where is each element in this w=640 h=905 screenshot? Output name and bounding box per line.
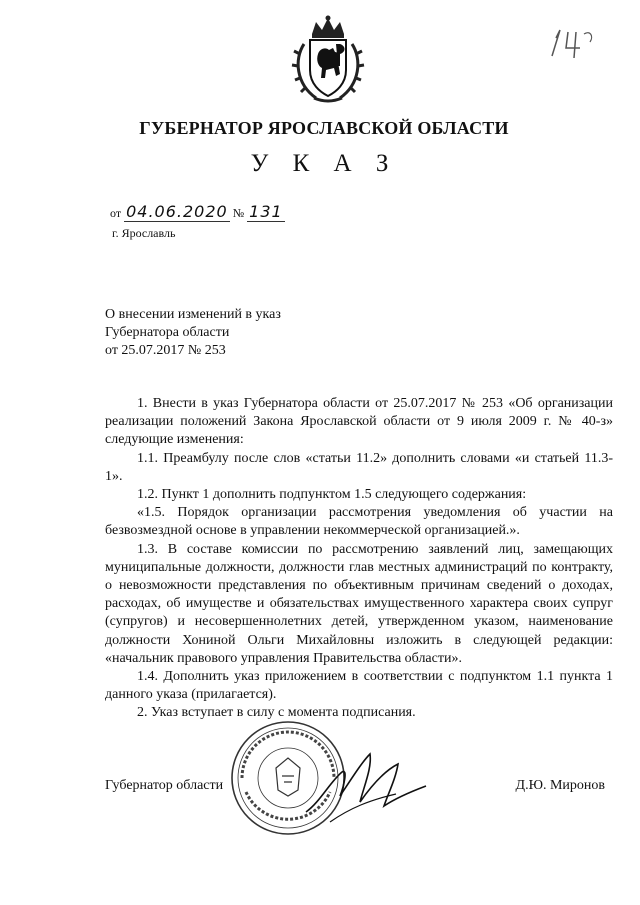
number-prefix: № [232,206,245,220]
body-paragraph: 2. Указ вступает в силу с момента подписания. [137,705,416,721]
subject-line: О внесении изменений в указ [105,307,281,322]
coat-of-arms-emblem [290,14,366,106]
body-paragraph: 1.4. Дополнить указ приложением в соответствии с подпунктом 1.1 пункта 1 данного указа (прилагается). [105,669,613,703]
document-type-title: У К А З [250,150,398,177]
body-paragraph: «1.5. Порядок организации рассмотрения уведомления об участии на безвозмездной основе в управлении некоммерческой организацией.». [105,505,613,539]
city: г. Ярославль [112,226,176,240]
subject-line: от 25.07.2017 № 253 [105,343,226,358]
issuer-title: ГУБЕРНАТОР ЯРОСЛАВСКОЙ ОБЛАСТИ [139,118,509,138]
decree-body [105,395,613,723]
signatory-title: Губернатор области [105,778,224,793]
body-paragraph: 1.3. В составе комиссии по рассмотрению заявлений лиц, замещающих муниципальные должности, должности глав местных администраций по контракту, о невозможности представления по объективным причинам сведений о доходах, расходах, об имуществе и обязательствах имущественного характера своих супруг (супругов) и несовершеннолетних детей, утвержденном указом, наименование должности Хониной Ольги Михайловны изложить в следующей редакции: «начальник правового управления Правительства области». [105,541,613,666]
body-paragraph: 1.1. Преамбулу после слов «статьи 11.2» дополнить словами «и статьей 11.3-1». [105,450,613,484]
number-value: 131 [249,202,283,221]
date-prefix: от [110,206,122,220]
signatory-name: Д.Ю. Миронов [515,778,605,793]
date-value: 04.06.2020 [126,202,228,221]
body-paragraph: 1. Внести в указ Губернатора области от 25.07.2017 № 253 «Об организации реализации положений Закона Ярославской области от 9 июля 2009 г. № 40-з» следующие изменения: [105,396,613,448]
handwritten-page-mark [546,26,598,60]
subject-line: Губернатора области [105,325,230,340]
body-paragraph: 1.2. Пункт 1 дополнить подпунктом 1.5 следующего содержания: [137,487,527,503]
date-number-line [110,202,285,221]
handwritten-signature [300,742,440,834]
subject-block [105,306,281,360]
